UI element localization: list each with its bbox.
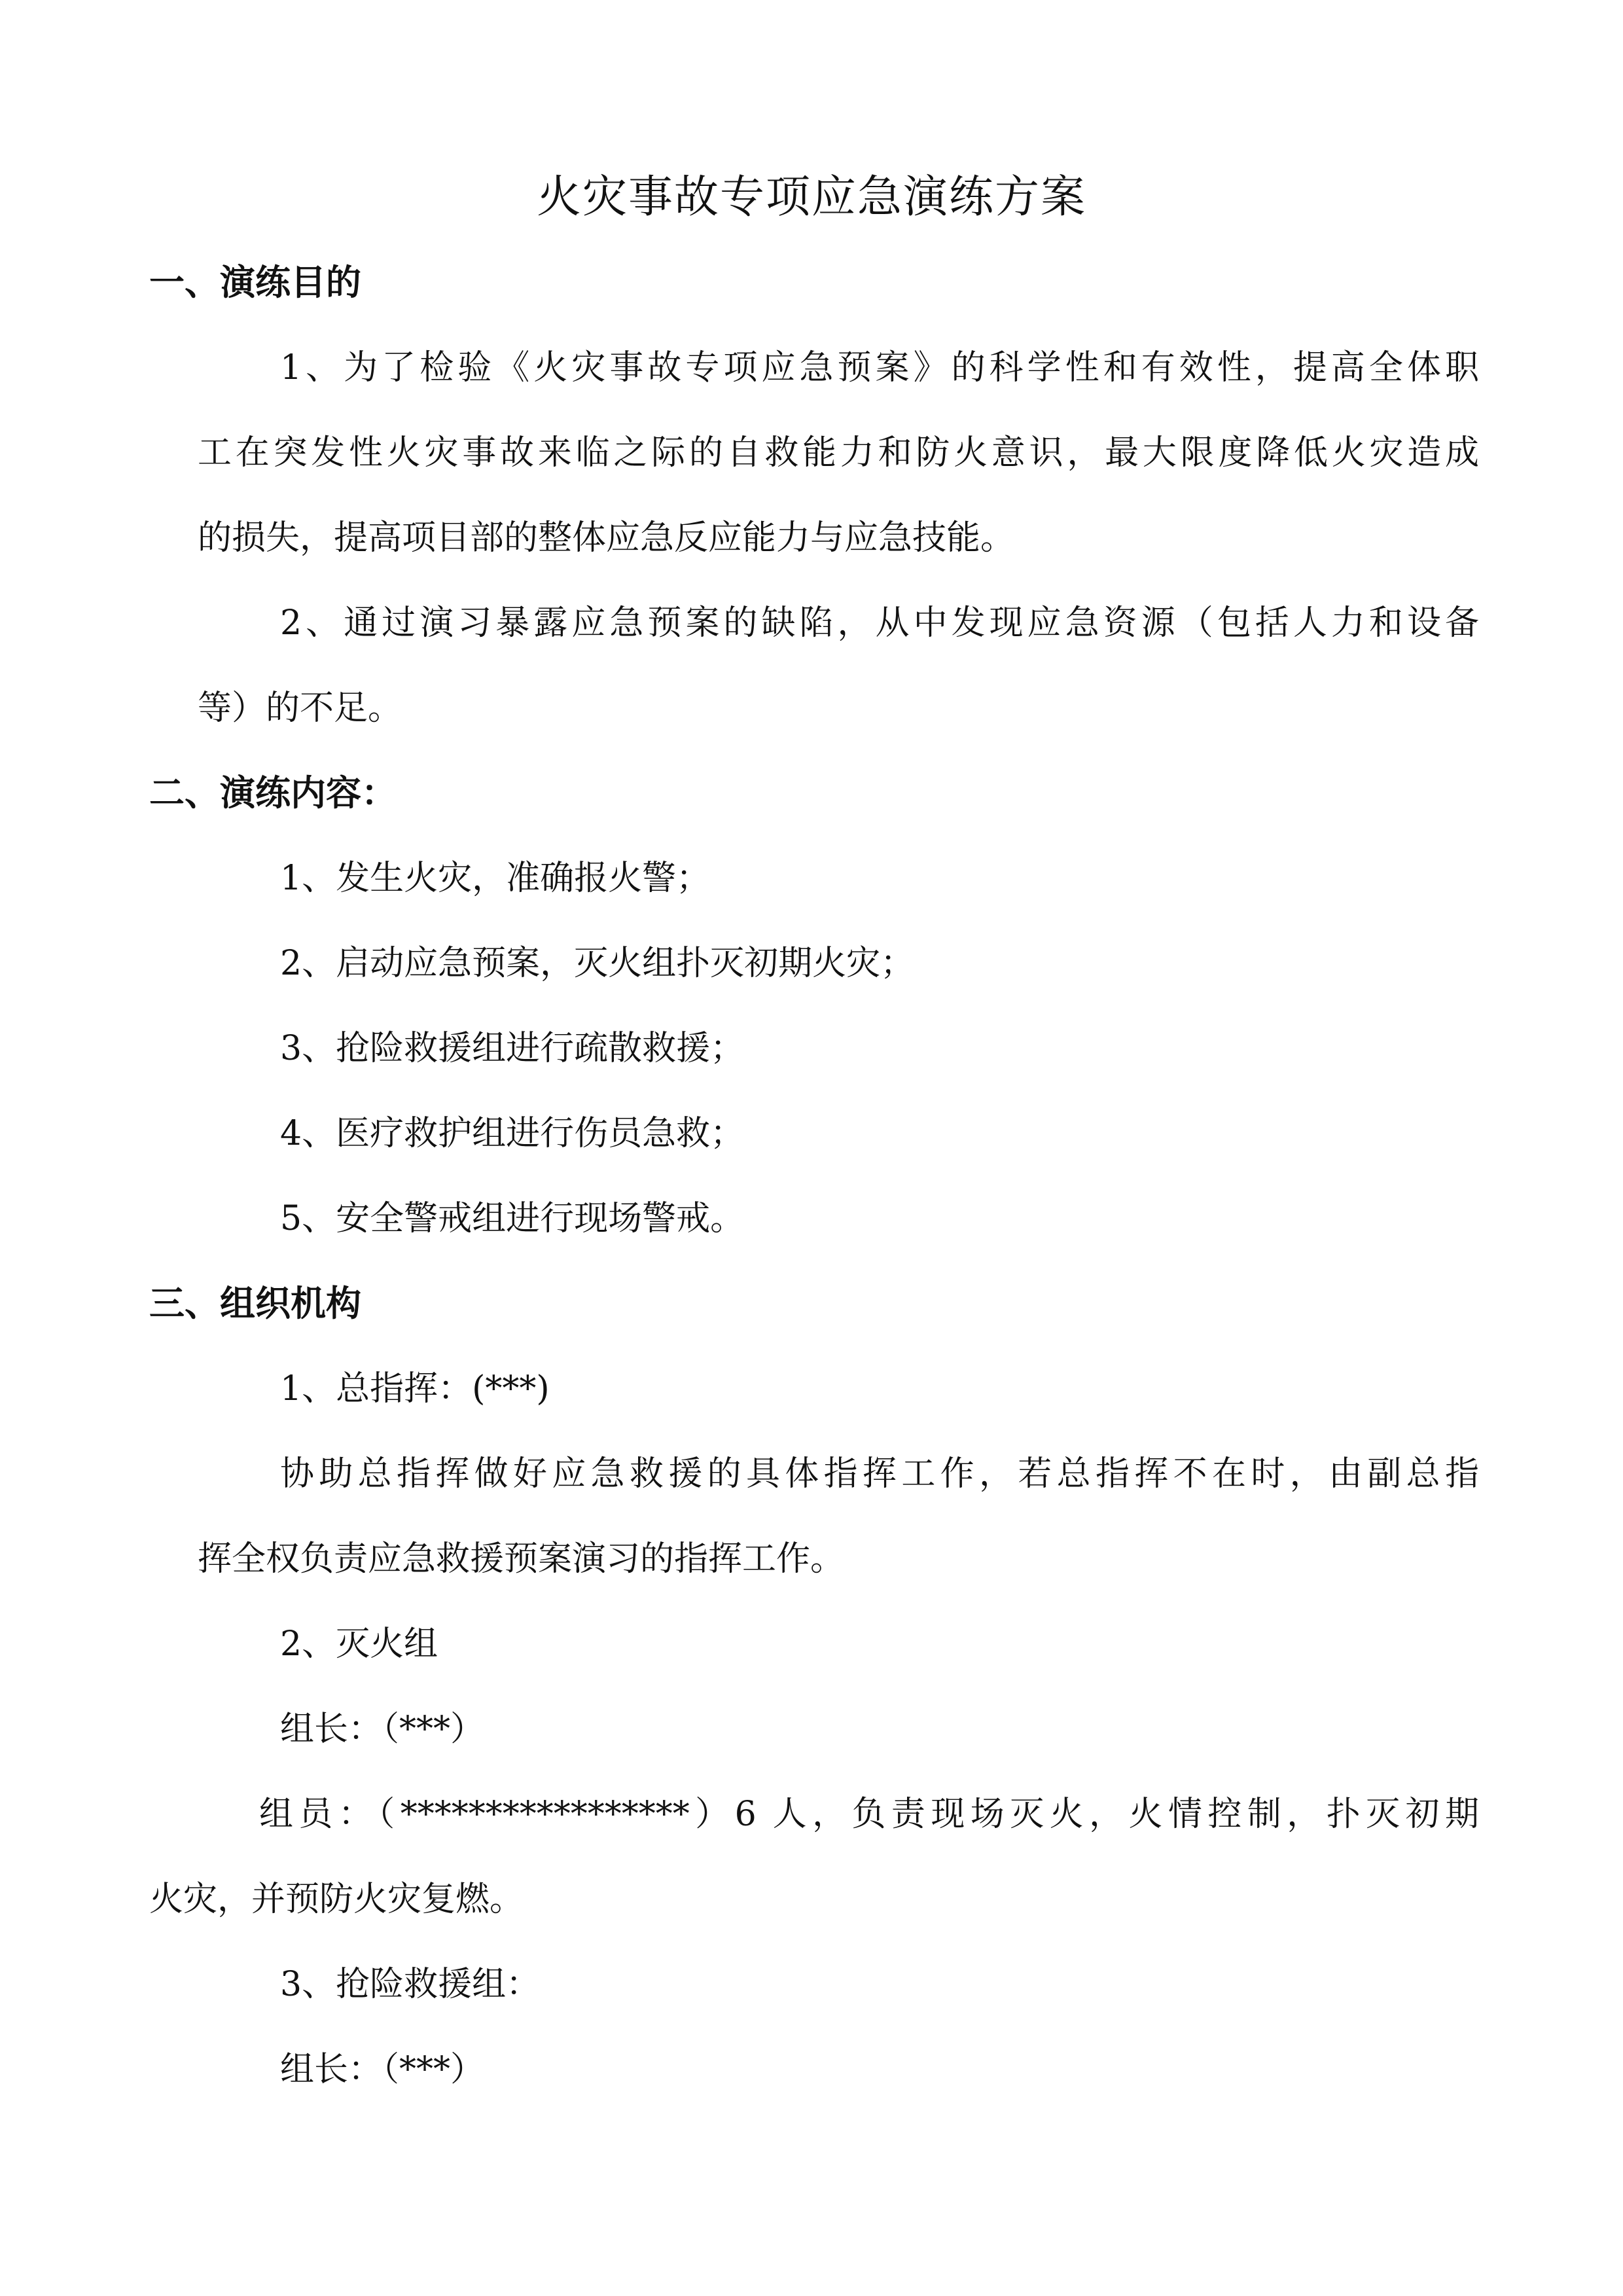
paragraph-line: 2、灭火组 <box>280 1624 438 1664</box>
paragraph-line: 组长：（***） <box>280 1710 485 1749</box>
list-item: 3、抢险救援组进行疏散救援； <box>280 1029 745 1068</box>
section-heading: 三、组织机构 <box>149 1283 361 1324</box>
paragraph-line: 等）的不足。 <box>198 689 402 728</box>
section-heading: 一、演练目的 <box>149 262 361 303</box>
paragraph-line: 1、总指挥：(***) <box>280 1369 550 1408</box>
paragraph-line: 工在突发性火灾事故来临之际的自救能力和防火意识，最大限度降低火灾造成 <box>198 433 1479 473</box>
paragraph-line: 的损失，提高项目部的整体应急反应能力与应急技能。 <box>198 518 1015 558</box>
paragraph-line: 3、抢险救援组： <box>280 1965 541 2004</box>
list-item: 5、安全警戒组进行现场警戒。 <box>280 1199 745 1238</box>
list-item: 2、启动应急预案，灭火组扑灭初期火灾； <box>280 944 915 983</box>
paragraph-line: 1、为了检验《火灾事故专项应急预案》的科学性和有效性，提高全体职 <box>280 348 1479 387</box>
section-heading: 二、演练内容： <box>149 772 397 814</box>
list-item: 1、发生火灾，准确报火警； <box>280 859 711 898</box>
list-item: 4、医疗救护组进行伤员急救； <box>280 1114 745 1153</box>
paragraph-line: 组长：（***） <box>280 2050 485 2089</box>
paragraph-line: 组员：（*****************）6 人，负责现场灭火，火情控制，扑灭初期 <box>259 1795 1479 1834</box>
paragraph-line: 2、通过演习暴露应急预案的缺陷，从中发现应急资源（包括人力和设备 <box>280 603 1479 643</box>
paragraph-line: 协助总指挥做好应急救援的具体指挥工作，若总指挥不在时，由副总指 <box>280 1454 1479 1494</box>
paragraph-line: 火灾，并预防火灾复燃。 <box>149 1880 524 1919</box>
page-title: 火灾事故专项应急演练方案 <box>536 171 1086 223</box>
paragraph-line: 挥全权负责应急救援预案演习的指挥工作。 <box>198 1539 845 1579</box>
